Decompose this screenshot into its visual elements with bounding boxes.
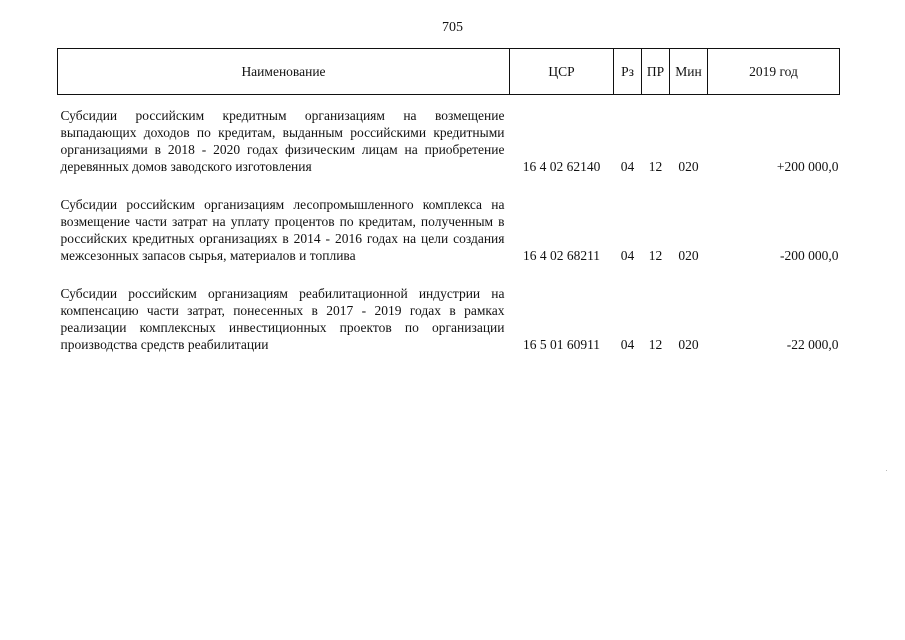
row-name: Субсидии российским организациям реабилитационной индустрии на компенсацию части затрат, понесенных в 2017 - 2019 годах в рамках реализации комплексных инвестиционных проектов по организации производства средств реабилитации [60,286,505,352]
table-row [58,95,840,176]
row-min: 020 [678,337,699,352]
row-name: Субсидии российским кредитным организациям на возмещение выпадающих доходов по кредитам, выданным российскими кредитными организациями в 2018 - 2020 годах физическим лицам на приобретение деревянных домов заводского изготовления [60,108,505,174]
table-row [58,264,840,353]
row-name: Субсидии российским организациям лесопромышленного комплекса на возмещение части затрат на уплату процентов по кредитам, полученным в российских кредитных организациях в 2014 - 2016 годах на цели создания межсезонных запасов сырья, материалов и топлива [60,197,505,263]
row-pr: 12 [648,159,663,174]
row-rz: 04 [620,337,635,352]
budget-table [57,48,840,353]
table-header [58,49,840,95]
table-body [58,95,840,354]
row-csr: 16 5 01 60911 [522,337,601,352]
row-min: 020 [678,159,699,174]
header-name: Наименование [58,49,510,95]
row-amount: -200 000,0 [780,248,839,263]
header-pr: ПР [642,49,670,95]
row-pr: 12 [648,248,663,263]
row-amount: +200 000,0 [776,159,839,174]
row-csr: 16 4 02 62140 [522,159,601,174]
table-row [58,175,840,264]
row-csr: 16 4 02 68211 [522,248,601,263]
scan-speck [886,470,887,471]
row-pr: 12 [648,337,663,352]
row-amount: -22 000,0 [786,337,839,352]
header-csr: ЦСР [510,49,614,95]
header-min: Мин [670,49,708,95]
row-rz: 04 [620,248,635,263]
row-rz: 04 [620,159,635,174]
header-year: 2019 год [708,49,840,95]
row-min: 020 [678,248,699,263]
header-rz: Рз [614,49,642,95]
page-number: 705 [442,20,463,35]
